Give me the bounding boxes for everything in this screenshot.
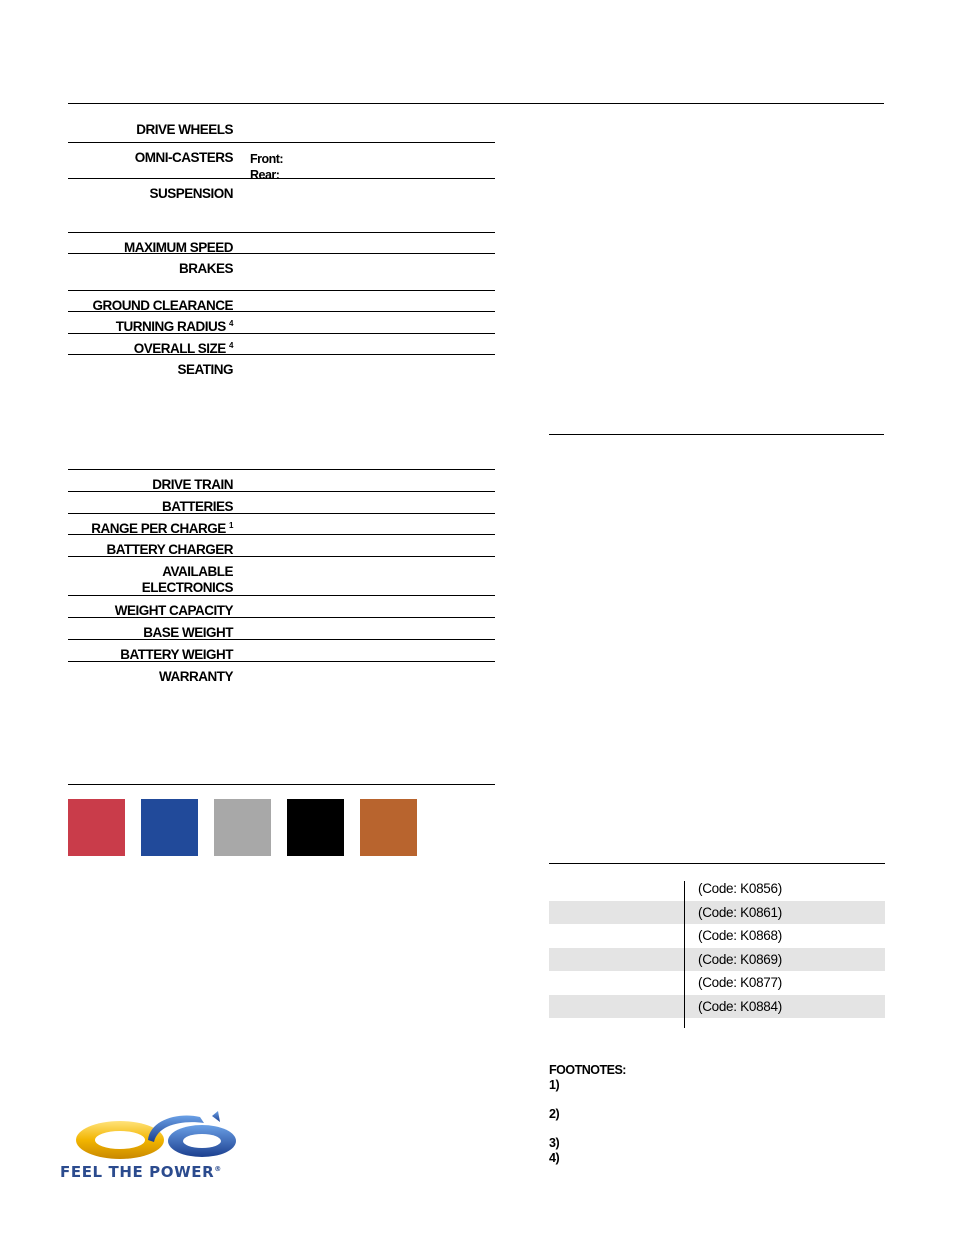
- code-row-label: [549, 948, 684, 972]
- code-row: [549, 971, 885, 995]
- code-row-label: [549, 877, 684, 901]
- logo-tagline-text: FEEL THE POWER: [60, 1163, 215, 1181]
- spec-value: [233, 492, 495, 513]
- code-table: [549, 877, 885, 1018]
- code-row: [549, 924, 885, 948]
- spec-label: [68, 179, 233, 232]
- code-row: [549, 995, 885, 1019]
- code-row: [549, 901, 885, 925]
- spec-label-text: RANGE PER CHARGE: [91, 521, 226, 536]
- spec-label-text: OVERALL SIZE: [133, 341, 226, 356]
- spec-label: [68, 312, 233, 333]
- spec-row: [68, 104, 495, 142]
- spec-value-line: Rear:: [250, 168, 280, 182]
- spec-label: [68, 618, 233, 639]
- spec-label-line: ELECTRONICS: [141, 580, 233, 595]
- spec-label-line: AVAILABLE: [162, 564, 233, 579]
- spec-value: [233, 291, 495, 311]
- spec-value: [233, 662, 495, 784]
- right-rule-2: [549, 863, 885, 864]
- spec-value: [233, 254, 495, 290]
- footnote-ref: 1: [229, 521, 233, 530]
- spec-value: [233, 596, 495, 617]
- code-row-label: [549, 971, 684, 995]
- spec-value: [233, 640, 495, 661]
- spec-row: [68, 513, 495, 534]
- spec-label-text: WARRANTY: [159, 669, 233, 684]
- spec-label-text: SEATING: [177, 362, 233, 377]
- spec-row: [68, 178, 495, 232]
- spec-label: [68, 254, 233, 290]
- footnotes-title: FOOTNOTES:: [549, 1063, 626, 1077]
- footnote-4: 4): [549, 1151, 560, 1165]
- code-row-label: [549, 995, 684, 1019]
- spec-row: [68, 595, 495, 617]
- spec-value: [233, 355, 495, 469]
- spec-row: [68, 311, 495, 333]
- spec-value: [233, 514, 495, 534]
- footnote-1: 1): [549, 1078, 560, 1092]
- spec-row: [68, 661, 495, 784]
- spec-row: [68, 333, 495, 354]
- spec-value: [233, 114, 495, 142]
- specifications-table: [68, 104, 495, 784]
- color-swatch: [360, 799, 417, 856]
- code-row: [549, 877, 885, 901]
- footnote-ref: 4: [229, 341, 233, 350]
- spec-label: [68, 662, 233, 784]
- spec-row: [68, 290, 495, 311]
- colors-rule: [68, 784, 495, 785]
- spec-label-text: BRAKES: [178, 261, 233, 276]
- color-swatches: [68, 799, 433, 856]
- spec-value: [233, 618, 495, 639]
- spec-label-text: BATTERIES: [161, 499, 233, 514]
- spec-label: [68, 233, 233, 253]
- color-swatch: [141, 799, 198, 856]
- spec-value: [233, 557, 495, 595]
- spec-row: [68, 142, 495, 182]
- registered-mark: ®: [214, 1165, 222, 1173]
- spec-row: [68, 639, 495, 661]
- code-value: (Code: K0861): [698, 904, 782, 920]
- spec-label: [68, 470, 233, 491]
- spec-label-text: BATTERY WEIGHT: [120, 647, 233, 662]
- spec-value: [233, 179, 495, 232]
- code-value: (Code: K0856): [698, 881, 782, 897]
- spec-label: [68, 596, 233, 617]
- spec-label: [68, 640, 233, 661]
- spec-label: [68, 514, 233, 534]
- spec-label: [68, 143, 233, 178]
- spec-label: [68, 492, 233, 513]
- spec-row: [68, 253, 495, 290]
- spec-label-text: GROUND CLEARANCE: [92, 298, 233, 313]
- spec-label-text: OMNI-CASTERS: [134, 150, 233, 165]
- color-swatch: [214, 799, 271, 856]
- code-row: [549, 948, 885, 972]
- spec-label-text: SUSPENSION: [149, 186, 233, 201]
- code-value: (Code: K0877): [698, 975, 782, 991]
- footnote-3: 3): [549, 1136, 560, 1150]
- footnotes: [549, 1062, 626, 1165]
- spec-label-text: DRIVE WHEELS: [136, 122, 233, 137]
- code-row-label: [549, 901, 684, 925]
- spec-value: [233, 312, 495, 333]
- spec-row: [68, 232, 495, 253]
- spec-row: [68, 354, 495, 469]
- spec-value: [233, 233, 495, 253]
- logo-tagline: [60, 1163, 222, 1181]
- spec-label-text: MAXIMUM SPEED: [123, 240, 233, 255]
- footnote-2: 2): [549, 1107, 560, 1121]
- spec-value: [233, 535, 495, 556]
- code-value: (Code: K0884): [698, 998, 782, 1014]
- spec-value: [233, 334, 495, 354]
- spec-row: [68, 469, 495, 491]
- spec-label-text: BATTERY CHARGER: [106, 542, 233, 557]
- spec-label: [68, 557, 233, 595]
- spec-label: [68, 114, 233, 142]
- spec-label-text: WEIGHT CAPACITY: [114, 603, 233, 618]
- spec-label: [68, 291, 233, 311]
- footnote-ref: 4: [229, 319, 233, 328]
- color-swatch: [287, 799, 344, 856]
- right-rule-1: [549, 434, 884, 435]
- code-value: (Code: K0868): [698, 928, 782, 944]
- spec-row: [68, 534, 495, 556]
- spec-value: [233, 470, 495, 491]
- code-table-divider: [684, 881, 685, 1028]
- code-row-label: [549, 924, 684, 948]
- spec-row: [68, 617, 495, 639]
- spec-label: [68, 355, 233, 469]
- spec-value-line: Front:: [250, 152, 284, 166]
- spec-label-text: TURNING RADIUS: [115, 319, 226, 334]
- spec-row: [68, 491, 495, 513]
- spec-label-text: DRIVE TRAIN: [152, 477, 233, 492]
- color-swatch: [68, 799, 125, 856]
- code-value: (Code: K0869): [698, 951, 782, 967]
- spec-label-text: BASE WEIGHT: [143, 625, 233, 640]
- spec-row: [68, 556, 495, 595]
- spec-label: [68, 334, 233, 354]
- spec-label: [68, 535, 233, 556]
- spec-value: [233, 143, 495, 182]
